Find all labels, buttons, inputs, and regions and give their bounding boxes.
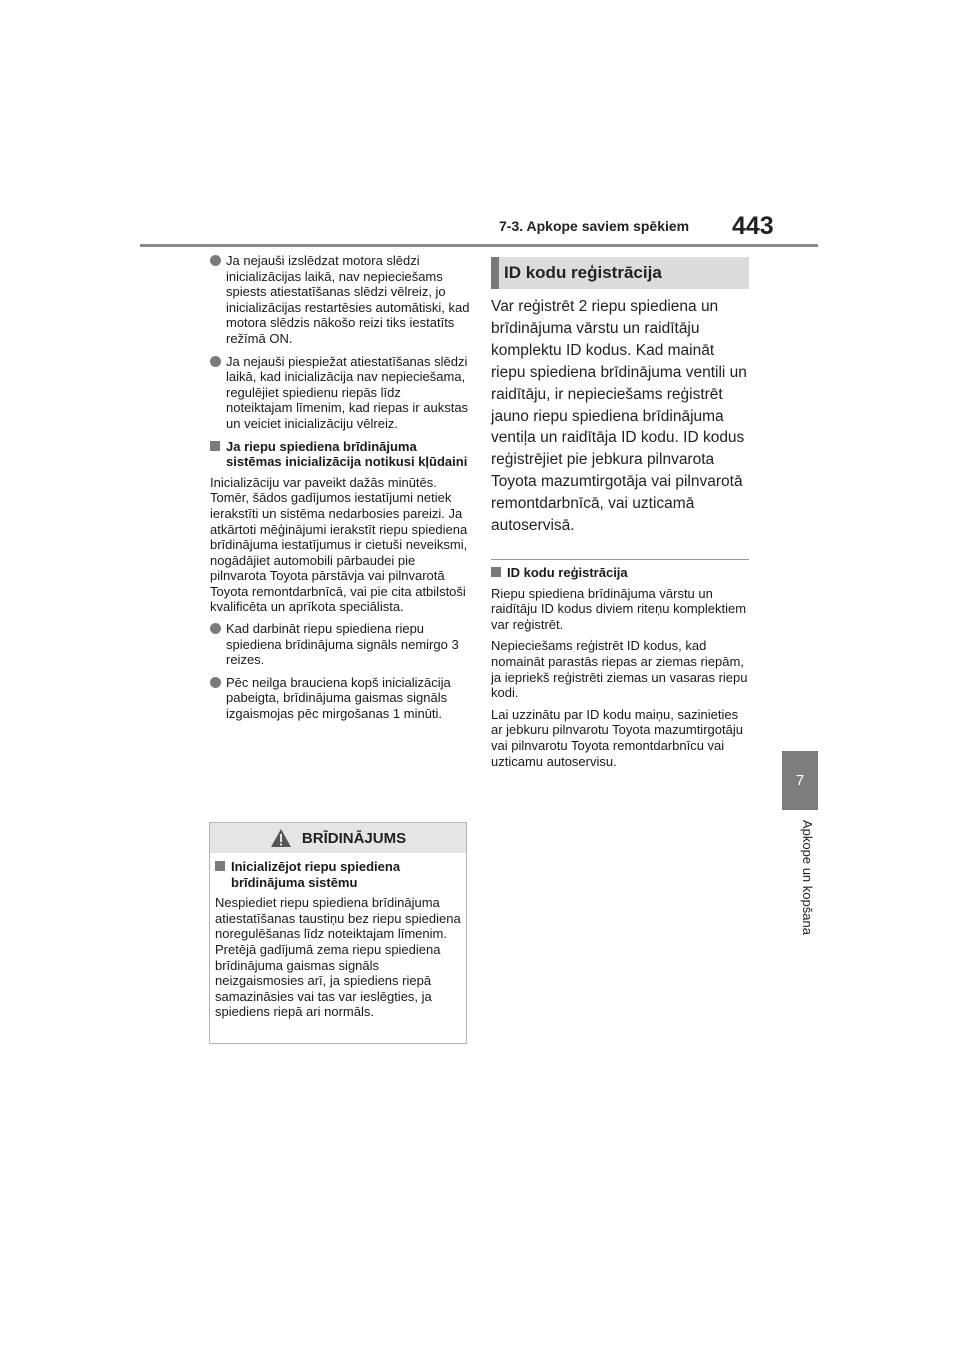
warning-subheading [215, 859, 462, 890]
bullet-dot-icon [210, 356, 221, 367]
bullet-item [210, 253, 470, 347]
warning-title: BRĪDINĀJUMS [301, 829, 407, 847]
square-marker-icon [491, 567, 501, 577]
warning-text: Nespiediet riepu spiediena brīdinājuma atiestatīšanas taustiņu bez riepu spiediena noregulēšanas līdz noteiktajam līmenim. Pretējā gadījumā zema riepu spiediena brīdinājuma gaismas signāls neizgaismosies arī, ja spiediens riepā samazināsies vai tas var ieslēgties, ja spiediens riepā ari normāls. [215, 895, 461, 1020]
bullet-item [210, 354, 470, 432]
chapter-tab [782, 751, 818, 810]
header-divider [140, 244, 818, 247]
bullet-dot-icon [210, 623, 221, 634]
square-marker-icon [215, 861, 225, 871]
section-title [491, 257, 749, 289]
intro-paragraph: Var reģistrēt 2 riepu spiediena un brīdinājuma vārstu un raidītāju komplektu ID kodus. Kad maināt riepu spiediena brīdinājuma ventili un raidītāju, ir nepieciešams reģistrēt jauno riepu spiediena brīdinājuma ventiļa un raidītāja ID kodu. ID kodus reģistrējiet pie jebkura pilnvarota Toyota mazumtirgotāja vai pilnvarotā remontdarbnīcā, vai uzticamā autoservisā. [491, 298, 747, 535]
section-heading: 7-3. Apkope saviem spēkiem [499, 218, 690, 234]
paragraph: Lai uzzinātu par ID kodu maiņu, sazinieties ar jebkuru pilnvarotu Toyota mazumtirgotāju vai pilnvarotu Toyota remontdarbnīcu vai uzticamu autoservisu. [491, 706, 743, 769]
subheading [491, 565, 749, 581]
page-number: 443 [732, 212, 774, 240]
bullet-text: Pēc neilga brauciena kopš inicializācija pabeigta, brīdinājuma gaismas signāls izgaismojas pēc mirgošanas 1 minūti. [226, 674, 451, 722]
chapter-label: Apkope un kopšana [800, 820, 815, 935]
paragraph: Riepu spiediena brīdinājuma vārstu un raidītāju ID kodus diviem riteņu komplektiem var reģistrēt. [491, 585, 747, 632]
subheading [210, 439, 470, 470]
warning-box [209, 822, 467, 1044]
chapter-number: 7 [795, 772, 805, 789]
paragraph: Nepieciešams reģistrēt ID kodus, kad nomaināt parastās riepas ar ziemas riepām, ja iepriekš reģistrēti ziemas un vasaras riepu kodi. [491, 638, 748, 701]
bullet-item [210, 621, 470, 668]
bullet-text: Ja nejauši piespiežat atiestatīšanas slēdzi laikā, kad inicializācija nav nepieciešama, regulējiet spiedienu riepās līdz noteiktajam līmenim, kad riepas ir aukstas un veiciet inicializāciju vēlreiz. [226, 353, 469, 431]
paragraph: Inicializāciju var paveikt dažās minūtēs. Tomēr, šādos gadījumos iestatījumi netiek ierakstīti un sistēma nedarbosies pareizi. Ja atkārtoti mēģinājumi ierakstīt riepu spiediena brīdinājuma iestatījumus ir cietuši neveiksmi, nogādājiet automobili pārbaudei pie pilnvarota Toyota pārstāvja vai pilnvarotā Toyota remontdarbnīcā, vai pie cita atbilstoši kvalificēta un aprīkota speciālista. [210, 474, 468, 615]
right-column [491, 257, 749, 775]
section-title-text: ID kodu reģistrācija [504, 263, 662, 282]
warning-body [210, 853, 466, 1020]
bullet-text: Kad darbināt riepu spiediena riepu spiediena brīdinājuma signāls nemirgo 3 reizes. [226, 621, 459, 668]
bullet-text: Ja nejauši izslēdzat motora slēdzi inicializācijas laikā, nav nepieciešams spiests atiestatīšanas slēdzi vēlreiz, jo inicializācijas restartēsies automātiski, kad motora slēdzis nākošo reizi tiks iestatīts režīmā ON. [226, 253, 470, 346]
bullet-item [210, 675, 470, 722]
left-column [210, 253, 470, 729]
bullet-dot-icon [210, 255, 221, 266]
warning-triangle-icon [270, 828, 292, 848]
divider [491, 559, 749, 560]
warning-subheading-text: Inicializējot riepu spiediena brīdinājuma sistēmu [231, 859, 401, 890]
square-marker-icon [210, 441, 220, 451]
warning-header [210, 823, 466, 853]
subheading-text: Ja riepu spiediena brīdinājuma sistēmas inicializācija notikusi kļūdaini [226, 438, 468, 470]
bullet-dot-icon [210, 677, 221, 688]
subheading-text: ID kodu reģistrācija [507, 564, 628, 580]
